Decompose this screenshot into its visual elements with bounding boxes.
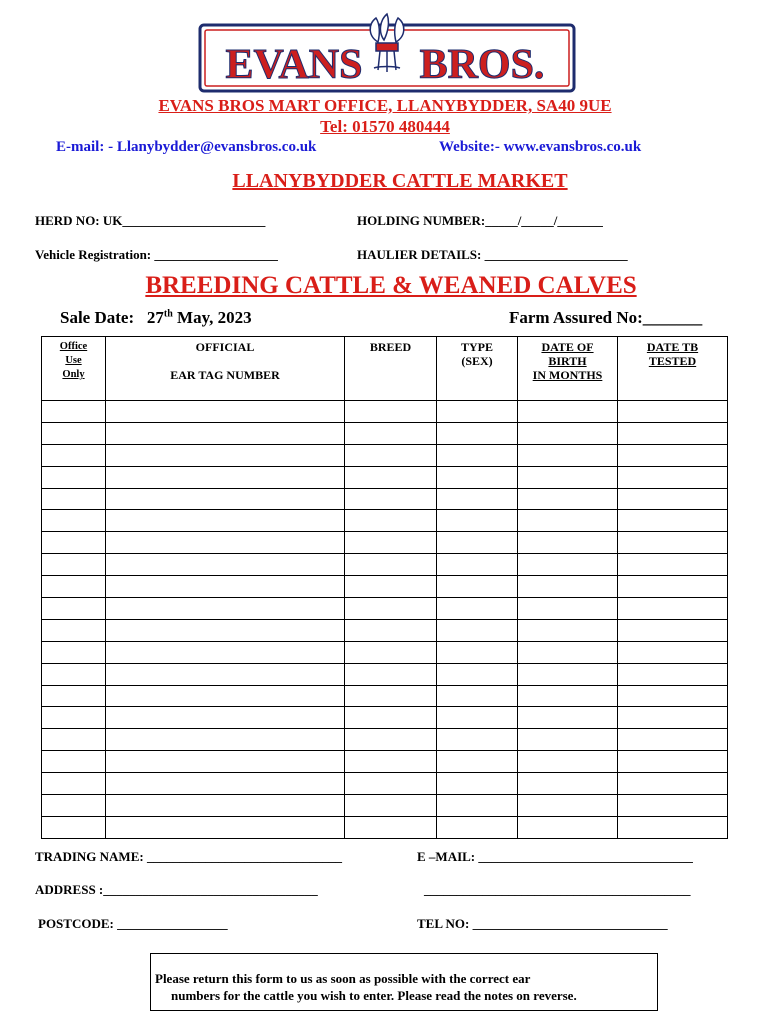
table-cell[interactable] [437, 532, 518, 554]
col-breed [345, 337, 437, 401]
trading-name-field[interactable]: TRADING NAME: ______________________________ [35, 849, 342, 864]
table-row [42, 619, 728, 641]
sale-date [60, 308, 252, 328]
table-row [42, 510, 728, 532]
farm-assured-label: Farm Assured No: [509, 308, 643, 327]
table-row [42, 488, 728, 510]
tb-line: TESTED [648, 354, 697, 368]
table-cell[interactable] [42, 751, 106, 773]
table-cell[interactable] [437, 619, 518, 641]
col-date-tb-tested [618, 337, 728, 401]
table-cell[interactable] [42, 444, 106, 466]
table-cell[interactable] [518, 422, 618, 444]
table-cell[interactable] [42, 401, 106, 423]
table-cell[interactable] [345, 619, 437, 641]
table-cell[interactable] [618, 422, 728, 444]
table-cell[interactable] [518, 576, 618, 598]
farm-assured-field[interactable] [509, 308, 702, 328]
table-row [42, 729, 728, 751]
table-cell[interactable] [345, 663, 437, 685]
table-cell[interactable] [518, 795, 618, 817]
table-cell[interactable] [42, 422, 106, 444]
table-cell[interactable] [618, 488, 728, 510]
table-cell[interactable] [42, 554, 106, 576]
sale-date-day: 27 [146, 308, 164, 327]
type-line: (SEX) [461, 354, 493, 368]
table-cell[interactable] [518, 444, 618, 466]
table-cell[interactable] [618, 554, 728, 576]
table-header-row [42, 337, 728, 401]
table-cell[interactable] [106, 751, 345, 773]
table-cell[interactable] [437, 685, 518, 707]
table-row [42, 422, 728, 444]
table-cell[interactable] [618, 466, 728, 488]
logo-wordmark-right: BROS. [419, 42, 545, 88]
table-cell[interactable] [518, 773, 618, 795]
table-cell[interactable] [437, 663, 518, 685]
table-row [42, 554, 728, 576]
table-cell[interactable] [618, 816, 728, 838]
table-cell[interactable] [518, 466, 618, 488]
table-cell[interactable] [518, 816, 618, 838]
table-cell[interactable] [42, 466, 106, 488]
table-cell[interactable] [106, 422, 345, 444]
table-cell[interactable] [106, 707, 345, 729]
table-cell[interactable] [345, 707, 437, 729]
table-cell[interactable] [42, 795, 106, 817]
table-cell[interactable] [518, 598, 618, 620]
table-cell[interactable] [437, 422, 518, 444]
table-cell[interactable] [106, 554, 345, 576]
table-row [42, 401, 728, 423]
vehicle-registration-field[interactable]: Vehicle Registration: ___________________ [35, 247, 278, 262]
table-cell[interactable] [518, 510, 618, 532]
office-email: E-mail: - Llanybydder@evansbros.co.uk [56, 139, 317, 155]
evans-bros-logo [198, 10, 576, 94]
table-row [42, 795, 728, 817]
table-cell[interactable] [106, 685, 345, 707]
sale-title: BREEDING CATTLE & WEANED CALVES [145, 272, 637, 299]
table-cell[interactable] [42, 663, 106, 685]
table-cell[interactable] [437, 729, 518, 751]
table-cell[interactable] [345, 795, 437, 817]
table-cell[interactable] [106, 532, 345, 554]
table-cell[interactable] [437, 641, 518, 663]
logo-wordmark-left: EVANS [225, 42, 363, 88]
dob-line: BIRTH [548, 354, 587, 368]
type-line: TYPE [460, 340, 493, 354]
table-cell[interactable] [106, 663, 345, 685]
breed-label: BREED [369, 340, 412, 354]
holding-number-field[interactable]: HOLDING NUMBER:_____/_____/_______ [357, 213, 603, 228]
table-cell[interactable] [42, 619, 106, 641]
return-notice-box [150, 953, 658, 1011]
office-telephone: Tel: 01570 480444 [320, 117, 450, 136]
table-cell[interactable] [618, 510, 728, 532]
office-address: EVANS BROS MART OFFICE, LLANYBYDDER, SA40 9UE [158, 96, 612, 115]
table-cell[interactable] [518, 685, 618, 707]
table-cell[interactable] [618, 444, 728, 466]
official-label: OFFICIAL [195, 340, 255, 354]
notice-line-1: Please return this form to us as soon as possible with the correct ear [155, 971, 531, 986]
table-cell[interactable] [518, 729, 618, 751]
ear-tag-label: EAR TAG NUMBER [170, 368, 280, 382]
table-row [42, 707, 728, 729]
table-cell[interactable] [106, 466, 345, 488]
table-cell[interactable] [437, 466, 518, 488]
table-cell[interactable] [42, 510, 106, 532]
table-cell[interactable] [106, 641, 345, 663]
sale-date-suffix: th [163, 308, 173, 320]
table-cell[interactable] [106, 401, 345, 423]
address-line2-field[interactable]: _________________________________________ [424, 882, 691, 897]
table-cell[interactable] [106, 510, 345, 532]
table-cell[interactable] [518, 619, 618, 641]
table-row [42, 816, 728, 838]
table-cell[interactable] [345, 641, 437, 663]
table-cell[interactable] [345, 488, 437, 510]
table-cell[interactable] [42, 816, 106, 838]
table-cell[interactable] [345, 554, 437, 576]
table-cell[interactable] [518, 751, 618, 773]
col-type [437, 337, 518, 401]
postcode-field[interactable]: POSTCODE: _________________ [38, 916, 228, 931]
table-cell[interactable] [618, 401, 728, 423]
table-cell[interactable] [345, 532, 437, 554]
cattle-entry-table [41, 336, 728, 839]
table-cell[interactable] [106, 729, 345, 751]
table-cell[interactable] [518, 641, 618, 663]
table-row [42, 641, 728, 663]
table-row [42, 773, 728, 795]
table-row [42, 532, 728, 554]
table-cell[interactable] [437, 554, 518, 576]
logo-graphic [198, 10, 576, 94]
sale-date-rest: May, 2023 [177, 308, 252, 327]
table-cell[interactable] [345, 751, 437, 773]
table-row [42, 663, 728, 685]
table-cell[interactable] [437, 795, 518, 817]
table-cell[interactable] [345, 576, 437, 598]
office-use-line: Only [62, 369, 85, 380]
table-cell[interactable] [437, 576, 518, 598]
table-cell[interactable] [42, 532, 106, 554]
office-use-line: Use [65, 355, 82, 366]
table-cell[interactable] [618, 685, 728, 707]
table-cell[interactable] [42, 488, 106, 510]
table-cell[interactable] [345, 510, 437, 532]
table-cell[interactable] [106, 488, 345, 510]
table-cell[interactable] [345, 685, 437, 707]
table-cell[interactable] [106, 619, 345, 641]
notice-line-2: numbers for the cattle you wish to enter. Please read the notes on reverse. [171, 988, 577, 1003]
table-cell[interactable] [345, 444, 437, 466]
table-row [42, 444, 728, 466]
table-cell[interactable] [618, 532, 728, 554]
table-cell[interactable] [437, 751, 518, 773]
table-cell[interactable] [518, 707, 618, 729]
table-cell[interactable] [42, 641, 106, 663]
address-field[interactable]: ADDRESS :_________________________________ [35, 882, 318, 897]
farm-assured-blank: _______ [642, 308, 703, 327]
table-cell[interactable] [618, 795, 728, 817]
table-cell[interactable] [437, 488, 518, 510]
table-cell[interactable] [345, 466, 437, 488]
table-cell[interactable] [518, 488, 618, 510]
table-cell[interactable] [618, 576, 728, 598]
table-cell[interactable] [345, 422, 437, 444]
table-cell[interactable] [618, 641, 728, 663]
tb-line: DATE TB [646, 340, 699, 354]
table-cell[interactable] [618, 598, 728, 620]
table-row [42, 685, 728, 707]
table-cell[interactable] [345, 729, 437, 751]
table-cell[interactable] [518, 401, 618, 423]
table-cell[interactable] [106, 576, 345, 598]
telephone-field[interactable]: TEL NO: ______________________________ [417, 916, 668, 931]
table-row [42, 576, 728, 598]
table-cell[interactable] [345, 816, 437, 838]
table-row [42, 598, 728, 620]
table-cell[interactable] [437, 707, 518, 729]
table-cell[interactable] [42, 707, 106, 729]
table-cell[interactable] [106, 444, 345, 466]
herd-number-field[interactable]: HERD NO: UK______________________ [35, 213, 266, 228]
table-cell[interactable] [42, 685, 106, 707]
table-cell[interactable] [345, 598, 437, 620]
table-cell[interactable] [618, 707, 728, 729]
table-row [42, 466, 728, 488]
table-cell[interactable] [437, 816, 518, 838]
dob-line: IN MONTHS [532, 368, 603, 382]
table-cell[interactable] [42, 598, 106, 620]
table-cell[interactable] [437, 401, 518, 423]
table-cell[interactable] [106, 816, 345, 838]
table-cell[interactable] [106, 598, 345, 620]
table-cell[interactable] [618, 663, 728, 685]
table-cell[interactable] [437, 510, 518, 532]
table-cell[interactable] [345, 401, 437, 423]
col-date-of-birth [518, 337, 618, 401]
table-cell[interactable] [42, 576, 106, 598]
trader-email-field[interactable]: E –MAIL: _________________________________ [417, 849, 693, 864]
table-cell[interactable] [518, 663, 618, 685]
table-cell[interactable] [618, 619, 728, 641]
col-office-use [42, 337, 106, 401]
table-cell[interactable] [618, 751, 728, 773]
sale-date-label: Sale Date: [60, 308, 135, 327]
col-ear-tag [106, 337, 345, 401]
table-cell[interactable] [518, 532, 618, 554]
table-cell[interactable] [618, 773, 728, 795]
table-cell[interactable] [437, 444, 518, 466]
table-cell[interactable] [518, 554, 618, 576]
office-website: Website:- www.evansbros.co.uk [439, 139, 642, 155]
dob-line: DATE OF [541, 340, 594, 354]
market-title: LLANYBYDDER CATTLE MARKET [232, 170, 568, 192]
table-cell[interactable] [42, 773, 106, 795]
table-cell[interactable] [345, 773, 437, 795]
table-cell[interactable] [42, 729, 106, 751]
office-use-line: Office [59, 341, 88, 352]
table-cell[interactable] [437, 773, 518, 795]
table-cell[interactable] [106, 795, 345, 817]
table-cell[interactable] [437, 598, 518, 620]
table-row [42, 751, 728, 773]
table-cell[interactable] [618, 729, 728, 751]
haulier-details-field[interactable]: HAULIER DETAILS: ______________________ [357, 247, 628, 262]
table-cell[interactable] [106, 773, 345, 795]
